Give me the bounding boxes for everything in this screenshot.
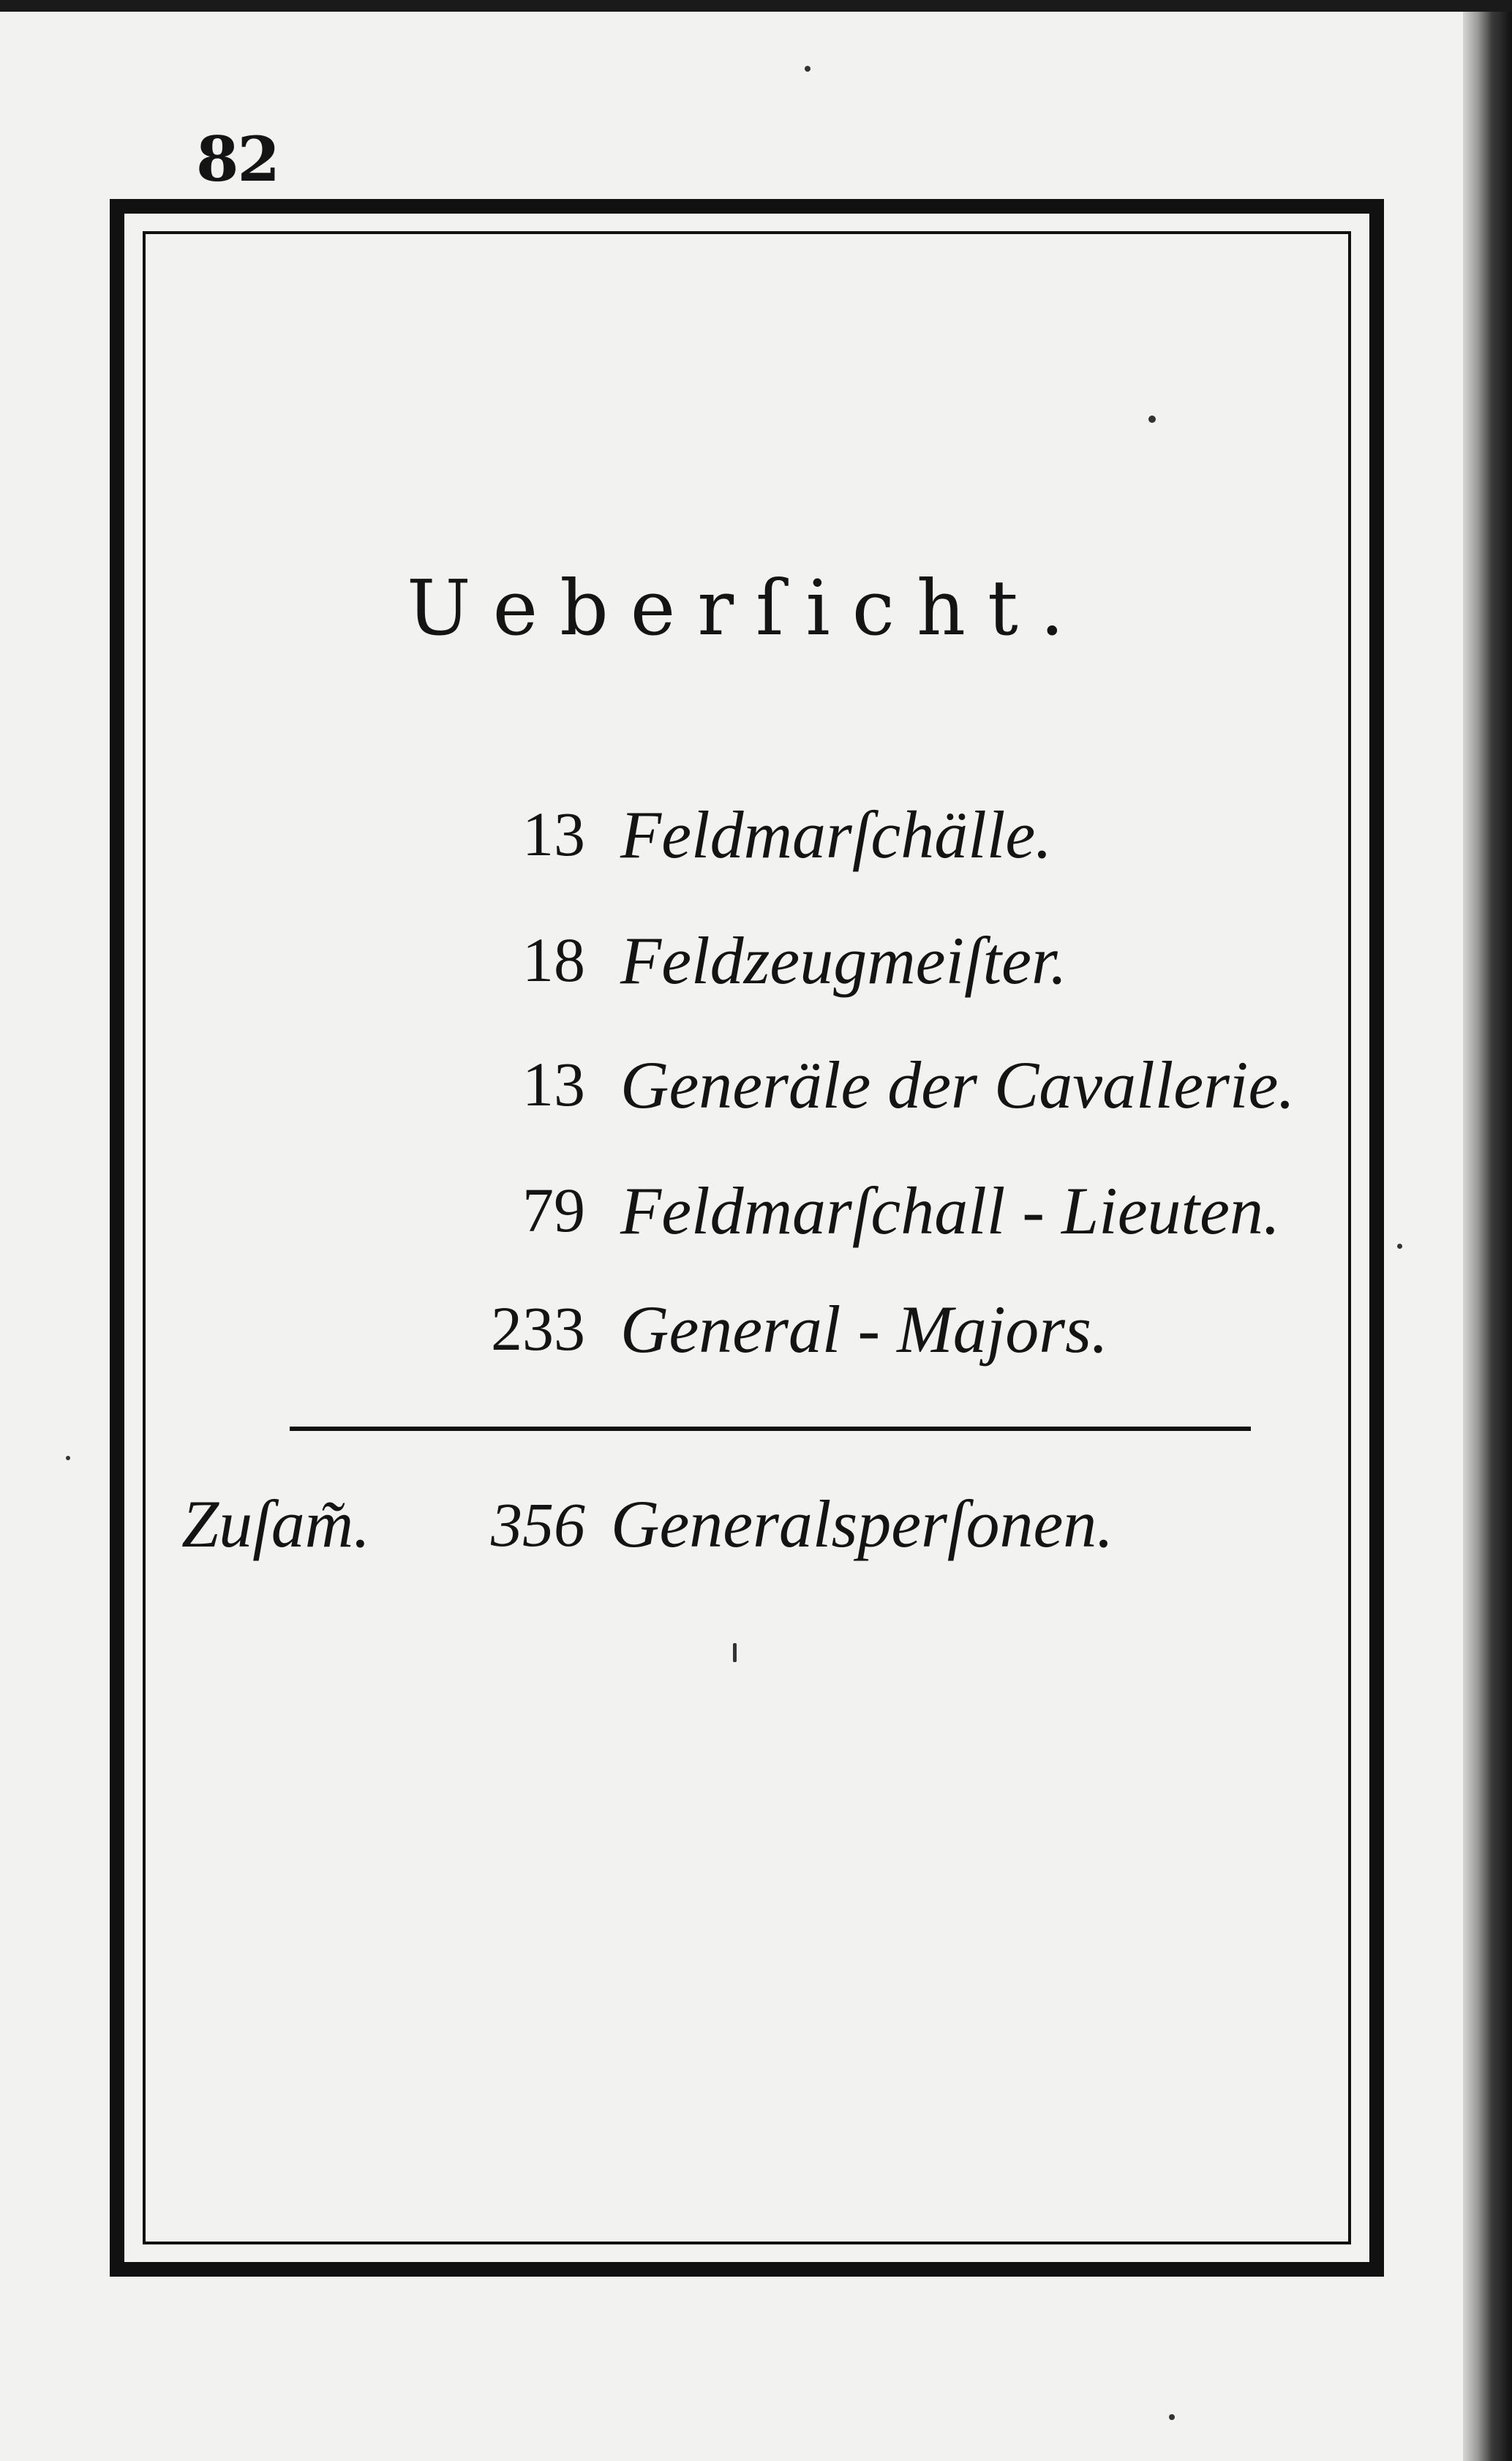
- total-prefix: Zuſam̃.: [181, 1487, 371, 1561]
- entry-label: Feldmarſchall - Lieuten.: [620, 1173, 1280, 1248]
- entry-label: Generäle der Cavallerie.: [620, 1048, 1295, 1122]
- entry-label: Feldzeugmeiſter.: [620, 923, 1067, 998]
- entry-label: Feldmarſchälle.: [620, 797, 1053, 872]
- entry-count: 233: [491, 1293, 585, 1364]
- print-speck: [1148, 416, 1156, 423]
- print-speck: [733, 1643, 737, 1662]
- sum-divider-rule: [290, 1427, 1251, 1431]
- page-number: 82: [196, 123, 279, 195]
- entry-row: [0, 923, 1390, 1026]
- entry-row: [0, 1292, 1390, 1394]
- total-label: Generalsperſonen.: [611, 1487, 1114, 1561]
- entry-row: [0, 797, 1390, 900]
- print-speck: [1169, 2414, 1175, 2420]
- entry-count: 79: [522, 1175, 585, 1245]
- entry-label: General - Majors.: [620, 1292, 1108, 1367]
- print-speck: [1397, 1244, 1402, 1249]
- entry-count: 18: [522, 925, 585, 995]
- print-speck: [66, 1456, 70, 1460]
- entry-count: 13: [522, 799, 585, 869]
- entry-count: 13: [522, 1049, 585, 1119]
- page-title: Ueberſicht.: [407, 563, 1086, 653]
- print-speck: [805, 66, 810, 72]
- book-spine-shadow: [1463, 0, 1512, 2461]
- total-count: 356: [491, 1489, 585, 1560]
- entry-row: [0, 1173, 1390, 1276]
- entry-row: [0, 1048, 1390, 1150]
- total-row: [0, 1485, 1390, 1588]
- page-top-edge: [0, 0, 1512, 12]
